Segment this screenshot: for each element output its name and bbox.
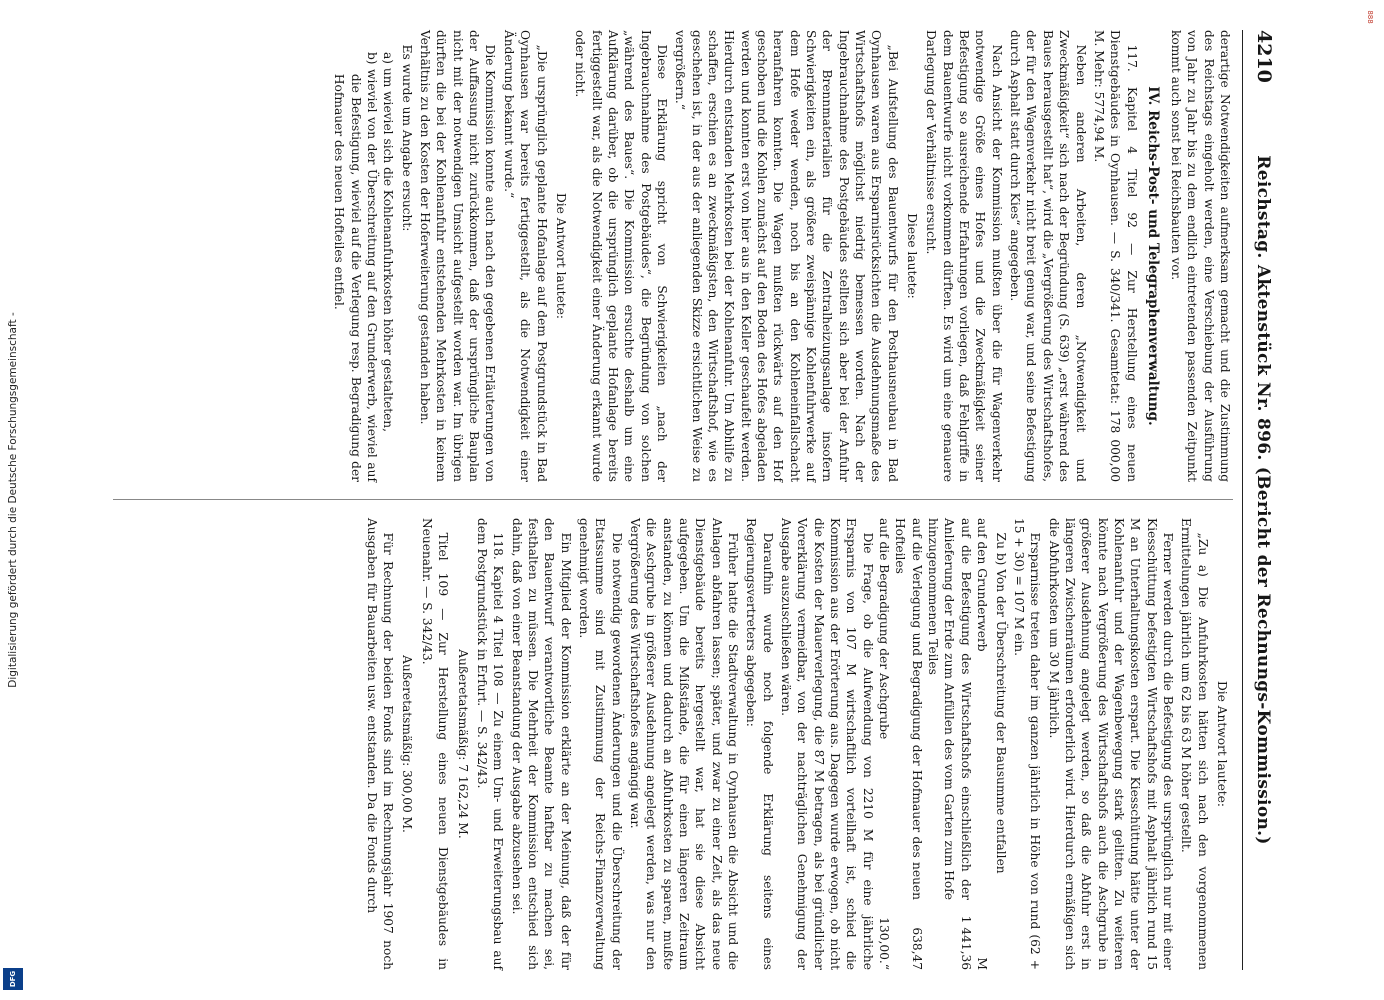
paragraph: Die Kommission konnte auch nach den gegebenen Erläuterungen von der Auffassung nicht zurückkommen, daß der ursprüngliche Bauplan nicht mit der notwendigen Umsicht aufgestellt worden war. Im übrigen dürften die bei der Kohlenanfuhr entstehenden Mehrkosten in keinem Verhältnis zu den Kosten der Hoferweiterung gestanden haben. — [418, 30, 498, 482]
paragraph: Nach Ansicht der Kommission mußten über die für Wagenverkehr notwendige Größe eines Hofes und die Zweckmäßigkeit seiner Befestigung so ausreichende Erfahrungen vorliegen, daß Fehlgriffe in dem Bauentwurfe nicht vorkommen dürften. Es wird um eine genauere Darlegung der Verhältnisse ersucht. — [924, 30, 1004, 482]
list-item: a) um wieviel sich die Kohlenanfuhrkosten höher gestalteten, — [381, 51, 396, 433]
paragraph: Neben anderen Arbeiten, deren „Notwendigkeit und Zweckmäßigkeit“ sich nach der Begründung (S. 639) „erst während des Baues herausgestellt hat“, wird die „Vergrößerung des Wirtschaftshofes, der für den Wagenverkehr nicht breit genug war, und seine Befestigung durch Asphalt statt durch Kies“ angegeben. — [1008, 30, 1088, 482]
paragraph: Diese Erklärung spricht von Schwierigkeiten „nach der Ingebrauchnahme des Postgebäudes“, die Begründung von solchen „während des Baues“. Die Kommission ersuchte deshalb um eine Aufklärung darüber, ob die ursprünglich geplante Hofanlage bereits fertiggestellt war, als die Notwendigkeit einer Änderung erkannt wurde oder nicht. — [573, 30, 669, 482]
amount-row — [974, 518, 990, 970]
scanned-page — [103, 30, 1281, 970]
left-column — [107, 30, 1233, 482]
paragraph: Die Antwort lautete: — [553, 192, 568, 319]
corner-mark-text: 888 — [1366, 10, 1374, 24]
paragraph: Die Frage, ob die Aufwendung von 2210 M für eine jährliche Ersparnis von 107 M wirtschaftlich vorteilhaft ist, schied die Kommission aus der Erörterung aus. Dagegen wurde erwogen, ob nicht die Kosten der Mauerverlegung, die 87 M betragen, als bei gründlicher Vorerklärung vermeidbar, von der nachträglichen Genehmigung der Ausgabe auszuschließen wären. — [779, 518, 875, 970]
paragraph: derartige Notwendigkeiten aufmerksam gemacht und die Zustimmung des Reichstags eingeholt werden, eine Verschiebung der Ausführung von Jahr zu Jahr bis zu dem endlich eintretenden passenden Zeitpunkt kommt auch sonst bei Reichsbauten vor. — [1168, 30, 1232, 482]
page-title: Reichstag. Aktenstück Nr. 896. (Bericht der Rechnungs-Kommission.) — [1253, 155, 1273, 845]
amount-value: 638,47 — [909, 927, 924, 970]
corner-mark — [1362, 4, 1378, 30]
amount-label: auf den Grunderwerb — [975, 518, 990, 652]
paragraph: 117. Kapitel 4 Titel 92 — Zur Herstellung eines neuen Dienstgebäudes in Oynhausen. — S. 340/341. Gesamtetat: 178 000,00 M. Mehr: 5774,94 M. — [1091, 30, 1139, 482]
side-credit-strip — [0, 0, 26, 1000]
paragraph: Früher hatte die Stadtverwaltung in Oynhausen die Absicht und die Anlagen abfahren lassen; später, und zwar zu einer Zeit, als das neue Dienstgebäude bereits hergestellt war, hat sie diese Absicht aufgegeben. Um die Mißstände, die für einen längeren Zeitraum anstanden, zu können und dadurch an Abfuhrkosten zu sparen, mußte die Aschgrube in größerer Ausdehnung angelegt werden, was nur den Vergrößerung des Wirtschaftshofes angängig war. — [627, 518, 741, 970]
amount-label: auf die Befestigung des Wirtschaftshofs einschließlich der Anlieferung der Erde zum Anfüllen des vom Garten zum Hofe hinzugenommenen Teiles — [926, 518, 973, 900]
amount-value: M — [975, 957, 990, 970]
column-divider — [113, 499, 1233, 500]
amount-value: 130,00.“ — [877, 917, 892, 970]
amount-label: auf die Begradigung der Aschgrube — [877, 518, 892, 740]
amount-line: Außeretatsmäßig: 7 162,24 M. — [455, 649, 470, 839]
paragraph: Ein Mitglied der Kommission erklärte an der Meinung, daß der für den Bauentwurf verantwortliche Beamte haftbar zu machen sei, festhalten zu müssen. Die Mehrheit der Kommission entschied sich dahin, daß von einer Beanstandung der Ausgabe abzusehen sei. — [509, 518, 573, 970]
paragraph: Ferner werden durch die Befestigung des ursprünglich nur mit einer Kiesschüttung befestigten Wirtschaftshofs mit Asphalt jährlich rund 15 M an Unterhaltungskosten erspart. Die Kiesschüttung hätte unter der Kohlenanfuhr und der Wagenbewegung stark gelitten. Zu weiteren könnte nach Vergrößerung des Wirtschaftshofs auch die Aschgrube in größerer Ausdehnung angelegt werden, so daß die Abfuhr erst in längeren Zwischenräumen erforderlich wird. Hierdurch ermäßigen sich die Abfuhrkosten um 30 M jährlich. — [1046, 518, 1175, 970]
dfg-logo: DFG — [3, 968, 23, 990]
paragraph: Die Antwort lautete: — [1215, 680, 1229, 807]
paragraph: Es wurde um Angabe ersucht: — [399, 44, 414, 232]
page-header — [1242, 30, 1281, 970]
funding-credit-text: Digitalisierung gefördert durch die Deutsche Forschungsgemeinschaft - — [7, 312, 19, 688]
amount-value: 1 441,36 — [958, 915, 973, 970]
quoted-paragraph: „Bei Aufstellung des Bauentwurfs für den Posthausneubau in Bad Oynhausen waren aus Ersparnisrücksichten die Ausdehnungsmaße des Wirtschaftshofs möglichst niedrig bemessen worden. Nach der Ingebrauchnahme des Postgebäudes stellten sich aber bei der Anfuhr der Brennmaterialien für die Zentralheizungsanlage insofern Schwierigkeiten ein, als größere zweispännige Kohlenfuhrwerke auf dem Hofe weder wenden, noch bis an den Kohleneinfallschacht heranfahren konnten. Die Wagen mußten rückwärts auf den Hof geschoben und die Kohlen zunächst auf den Boden des Hofes abgeladen werden und konnten erst von hier aus in den Keller geschaufelt werden. Hierdurch entstanden Mehrkosten bei der Kohlenanfuhr. Um Abhilfe zu schaffen, erschien es an zweckmäßigsten, den Wirtschaftshof, wie es geschehen ist, in der aus der anliegenden Skizze ersichtlichen Weise zu vergrößern.“ — [673, 30, 900, 482]
amount-line: Außeretatsmäßig: 300,00 M. — [400, 655, 415, 833]
section-heading: IV. Reichs-Post- und Telegraphenverwaltung. — [1144, 86, 1161, 426]
paragraph: Für Rechnung der beiden Fonds sind im Rechnungsjahr 1907 noch Ausgaben für Bauarbeiten usw. entstanden. Da die Fonds durch — [364, 518, 396, 970]
right-column — [107, 518, 1233, 970]
quoted-paragraph: „Zu a) Die Anfuhrkosten hätten sich nach den vorgenommenen Ermittelungen jährlich um 62 bis 63 M höher gestellt. — [1179, 518, 1210, 970]
amount-row — [892, 518, 925, 970]
paragraph: Zu b) Von der Überschreitung der Bausumme entfallen — [993, 532, 1008, 874]
paragraph: Die notwendig gewordenen Änderungen und die Überschreitung der Etatssumme sind mit Zustimmung der Reichs-Finanzverwaltung genehmigt worden. — [576, 518, 624, 970]
paragraph: Titel 109 — Zur Herstellung eines neuen Dienstgebäudes in Neuenahr. — S. 342/43. — [419, 518, 451, 970]
paragraph: Daraufhin wurde noch folgende Erklärung seitens eines Regierungsvertreters abgegeben: — [744, 518, 775, 970]
paragraph: 118. Kapitel 4 Titel 108 — Zu einem Um- und Erweiterungsbau auf dem Postgrundstück in Erfurt. — S. 342/43. — [474, 518, 506, 970]
paragraph: Diese lautete: — [905, 213, 920, 299]
amount-row — [876, 518, 892, 970]
amount-row — [925, 518, 974, 970]
page-number: 4210 — [1253, 30, 1275, 83]
amount-label: auf die Verlegung und Begradigung der Hofmauer des neuen Hofteiles — [893, 518, 924, 900]
list-item: b) wieviel von der Überschreitung auf den Grunderwerb, wieviel auf die Befestigung, wieviel auf die Verlegung resp. Begradigung der Hofmauer des neuen Hofteiles entfiel. — [332, 51, 380, 482]
quoted-paragraph: „Die ursprünglich geplante Hofanlage auf dem Postgrundstück in Bad Oynhausen war bereits fertiggestellt, als die Notwendigkeit einer Änderung bekannt wurde.“ — [501, 30, 549, 482]
paragraph: Ersparnisse treten daher im ganzen jährlich in Höhe von rund (62 + 15 + 30) = 107 M ein. — [1011, 518, 1043, 970]
